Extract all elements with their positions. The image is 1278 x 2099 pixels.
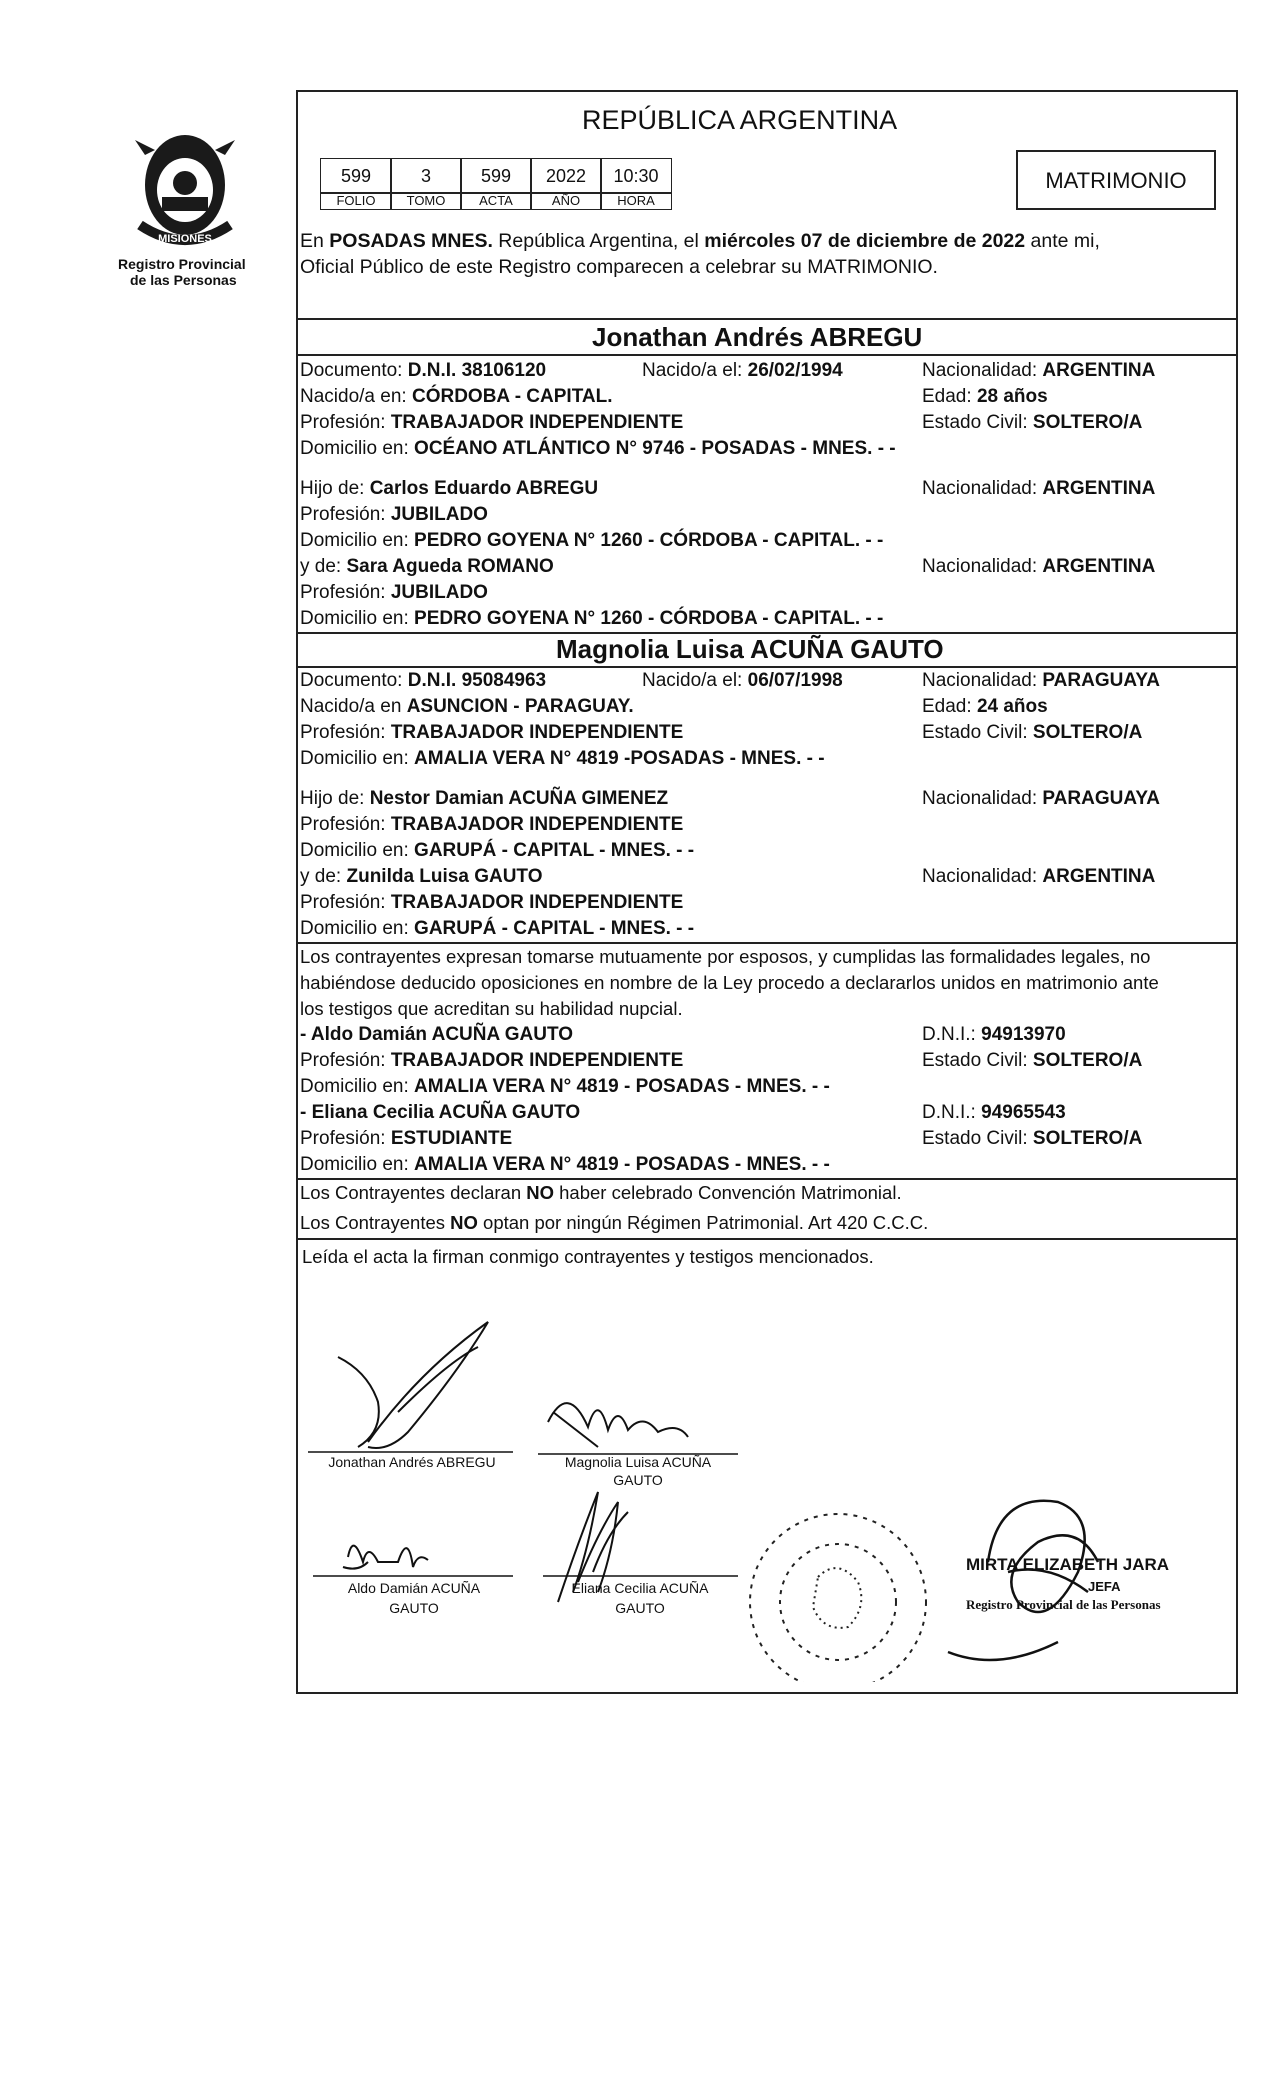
logo-caption-line1: Registro Provincial [118,256,246,272]
marriage-record: REPÚBLICA ARGENTINA 599 3 599 2022 10:30 FOLIO TOMO ACTA AÑO HORA MATRIMONIO En POSADAS MNES. República Argentina, el miércoles 07 de diciembre de 2022 ante mi, Oficial Público de este Registro comparecen a celebrar su MATRIMONIO. Jonathan Andrés ABREGU Documento: D.N.I. 38106120 Nacido/a el: 26/02/1994 Nacionalidad: ARGENTINA Nacido/a en: CÓRDOBA - CAPITAL. Edad: 28 años Profesión: TRABAJADOR INDEPENDIENTE Estado Civil: SOLTERO/A Domicilio en: OCÉANO ATLÁNTICO N° 9746 - POSADAS - MNES. - - Hijo de: Carlos Eduardo ABREGU Nacionalidad: ARGENTINA Profesión: JUBILADO Domicilio en: PEDRO GOYENA N° 1260 - CÓRDOBA - CAPITAL. - - y de: Sara Agueda ROMANO Nacionalidad: ARGENTINA Profesión: JUBILADO Domicilio en: PEDRO GOYENA N° 1260 - CÓRDOBA - CAPITAL. - - Magnolia Luisa ACUÑA GAUTO Documento: D.N.I. 95084963 Nacido/a el: 06/07/1998 Nacionalidad: PARAGUAYA Nacido/a en ASUNCION - PARAGUAY. Edad: 24 años Profesión: TRABAJADOR INDEPENDIENTE Estado Civil: SOLTERO/A Domicilio en: AMALIA VERA N° 4819 -POSADAS - MNES. - - Hijo de: Nestor Damian ACUÑA GIMENEZ Nacionalidad: PARAGUAYA Profesión: TRABAJADOR INDEPENDIENTE Domicilio en: GARUPÁ - CAPITAL - MNES. - - y de: Zunilda Luisa GAUTO Nacionalidad: ARGENTINA Profesión: TRABAJADOR INDEPENDIENTE Domicilio en: GARUPÁ - CAPITAL - MNES. - - Los contrayentes expresan tomarse mutuamente por esposos, y cumplidas las formalidades legales, no habiéndose deducido oposiciones en nombre de la Ley procedo a declararlos unidos en matrimonio ante los testigos que acreditan su habilidad nupcial. - Aldo Damián ACUÑA GAUTO D.N.I.: 94913970 Profesión: TRABAJADOR INDEPENDIENTE Estado Civil: SOLTERO/A Domicilio en: AMALIA VERA N° 4819 - POSADAS - MNES. - - - Eliana Cecilia ACUÑA GAUTO D.N.I.: 94965543 Profesión: ESTUDIANTE Estado Civil: SOLTERO/A Domicilio en: AMALIA VERA N° 4819 - POSADAS - MNES. - - Los Contrayentes declaran NO haber celebrado Convención Matrimonial. Los Contrayentes NO optan por ningún Régimen Patrimonial. Art 420 C.C.C. Leída el acta la firman conmigo contrayentes y testigos mencionados. Jonathan Andrés ABREGU Magnolia Luisa ACUÑA GAUTO Aldo Damián ACUÑA GAUTO Eliana Cecilia ACUÑA GAUTO MIRTA ELIZABETH JARA JEFA Registro Provincial de las Personas [296,90,1238,1694]
closing-text: Leída el acta la firman conmigo contrayentes y testigos mencionados. [302,1246,874,1267]
folio-value: 599 [320,158,392,194]
witness1-signature-name-l1: Aldo Damián ACUÑA [347,1580,481,1596]
intro-line1: En POSADAS MNES. República Argentina, el miércoles 07 de diciembre de 2022 ante mi, [300,230,1100,252]
regime-line1: Los Contrayentes declaran NO haber celebrado Convención Matrimonial. [300,1182,902,1203]
regime-line2: Los Contrayentes NO optan por ningún Régimen Patrimonial. Art 420 C.C.C. [300,1212,929,1233]
seal-text: MISIONES [158,233,212,245]
witness1-signature [313,1546,513,1576]
official-office: Registro Provincial de las Personas [966,1597,1161,1612]
registry-stamp [750,1514,926,1682]
witness2-signature-name-l1: Eliana Cecilia ACUÑA [571,1580,709,1596]
signatures-graphic [298,1262,1238,1682]
hour-label: HORA [600,192,672,210]
coat-of-arms-icon [110,115,260,255]
folio-label: FOLIO [320,192,392,210]
witness1-signature-name-l2: GAUTO [389,1600,439,1616]
declaration-line1: Los contrayentes expresan tomarse mutuamente por esposos, y cumplidas las formalidades legales, no [300,946,1151,967]
acta-value: 599 [460,158,532,194]
official-name: MIRTA ELIZABETH JARA [966,1555,1170,1574]
acta-label: ACTA [460,192,532,210]
spouse1-name: Jonathan Andrés ABREGU [592,322,923,352]
registry-logo [110,115,260,255]
year-label: AÑO [530,192,602,210]
logo-caption-line2: de las Personas [130,272,237,288]
declaration-line2: habiéndose deducido oposiciones en nombre de la Ley procedo a declararlos unidos en matrimonio ante [300,972,1159,993]
spouse1-signature [308,1322,513,1452]
spouse2-signature [538,1403,738,1454]
year-value: 2022 [530,158,602,194]
intro-line2: Oficial Público de este Registro comparecen a celebrar su MATRIMONIO. [300,256,938,278]
official-signature [948,1501,1098,1660]
official-title: JEFA [1088,1579,1121,1594]
spouse2-signature-name-l2: GAUTO [613,1472,663,1488]
tomo-label: TOMO [390,192,462,210]
page-title: REPÚBLICA ARGENTINA [582,105,898,135]
hour-value: 10:30 [600,158,672,194]
spouse2-signature-name-l1: Magnolia Luisa ACUÑA [564,1454,712,1470]
witness2-signature-name-l2: GAUTO [615,1600,665,1616]
spouse1-signature-name: Jonathan Andrés ABREGU [328,1454,496,1470]
declaration-line3: los testigos que acreditan su habilidad nupcial. [300,998,683,1019]
act-type-badge: MATRIMONIO [1016,150,1216,210]
spouse2-name: Magnolia Luisa ACUÑA GAUTO [556,634,944,664]
tomo-value: 3 [390,158,462,194]
